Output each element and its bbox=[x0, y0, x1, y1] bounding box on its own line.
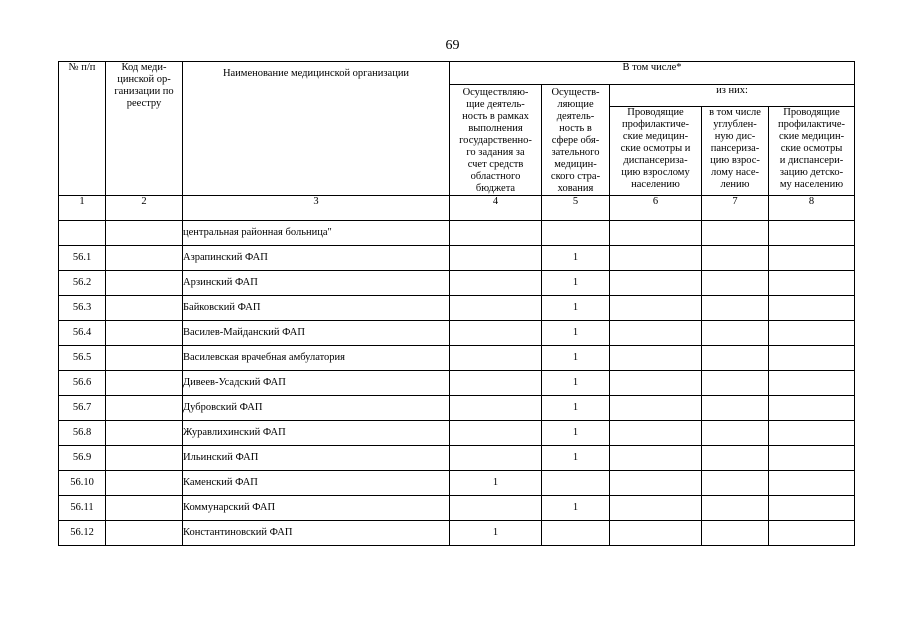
adult-checkups-cell bbox=[610, 496, 702, 521]
org-name-cell: Дубровский ФАП bbox=[183, 396, 450, 421]
table-row bbox=[59, 396, 855, 421]
child-checkups-cell bbox=[769, 496, 855, 521]
column-numbers-row bbox=[59, 196, 855, 221]
in-depth-adult-cell bbox=[702, 321, 769, 346]
adult-checkups-cell bbox=[610, 396, 702, 421]
org-name-cell: Константиновский ФАП bbox=[183, 521, 450, 546]
header-col-name: Наименование медицинской организации bbox=[183, 62, 450, 196]
row-number-cell: 56.11 bbox=[59, 496, 106, 521]
state-budget-cell: 1 bbox=[450, 521, 542, 546]
row-number-cell: 56.12 bbox=[59, 521, 106, 546]
org-name-cell: Ильинский ФАП bbox=[183, 446, 450, 471]
child-checkups-cell bbox=[769, 246, 855, 271]
medical-organizations-table bbox=[58, 61, 855, 546]
child-checkups-cell bbox=[769, 521, 855, 546]
child-checkups-cell bbox=[769, 396, 855, 421]
in-depth-adult-cell bbox=[702, 271, 769, 296]
state-budget-cell bbox=[450, 271, 542, 296]
oms-cell: 1 bbox=[542, 396, 610, 421]
in-depth-adult-cell bbox=[702, 396, 769, 421]
adult-checkups-cell bbox=[610, 346, 702, 371]
header-col-code: Код меди- цинской ор- ганизации по реестру bbox=[106, 62, 183, 196]
table-body bbox=[59, 221, 855, 546]
state-budget-cell bbox=[450, 396, 542, 421]
oms-cell: 1 bbox=[542, 446, 610, 471]
adult-checkups-cell bbox=[610, 221, 702, 246]
row-number-cell: 56.3 bbox=[59, 296, 106, 321]
row-number-cell: 56.2 bbox=[59, 271, 106, 296]
oms-cell: 1 bbox=[542, 271, 610, 296]
child-checkups-cell bbox=[769, 446, 855, 471]
adult-checkups-cell bbox=[610, 321, 702, 346]
column-number: 5 bbox=[542, 196, 610, 221]
org-code-cell bbox=[106, 396, 183, 421]
in-depth-adult-cell bbox=[702, 446, 769, 471]
org-name-cell: Азрапинский ФАП bbox=[183, 246, 450, 271]
org-code-cell bbox=[106, 446, 183, 471]
row-number-cell: 56.4 bbox=[59, 321, 106, 346]
in-depth-adult-cell bbox=[702, 221, 769, 246]
adult-checkups-cell bbox=[610, 471, 702, 496]
adult-checkups-cell bbox=[610, 271, 702, 296]
org-name-cell: Арзинский ФАП bbox=[183, 271, 450, 296]
org-code-cell bbox=[106, 496, 183, 521]
org-name-cell: Байковский ФАП bbox=[183, 296, 450, 321]
in-depth-adult-cell bbox=[702, 496, 769, 521]
adult-checkups-cell bbox=[610, 421, 702, 446]
in-depth-adult-cell bbox=[702, 346, 769, 371]
table-row bbox=[59, 421, 855, 446]
table-row bbox=[59, 471, 855, 496]
in-depth-adult-cell bbox=[702, 471, 769, 496]
in-depth-adult-cell bbox=[702, 521, 769, 546]
table-row bbox=[59, 321, 855, 346]
row-number-cell: 56.8 bbox=[59, 421, 106, 446]
oms-cell: 1 bbox=[542, 421, 610, 446]
header-col-child-checkups: Проводящие профилактиче- ские медицин- ские осмотры и диспансери- зацию детско- му населению bbox=[769, 106, 855, 195]
org-name-cell: Журавлихинский ФАП bbox=[183, 421, 450, 446]
adult-checkups-cell bbox=[610, 296, 702, 321]
table-row bbox=[59, 221, 855, 246]
header-group-including: В том числе* bbox=[450, 62, 855, 85]
org-code-cell bbox=[106, 321, 183, 346]
row-number-cell: 56.5 bbox=[59, 346, 106, 371]
adult-checkups-cell bbox=[610, 371, 702, 396]
child-checkups-cell bbox=[769, 346, 855, 371]
table-row bbox=[59, 446, 855, 471]
org-code-cell bbox=[106, 221, 183, 246]
child-checkups-cell bbox=[769, 421, 855, 446]
table-row bbox=[59, 346, 855, 371]
column-number: 8 bbox=[769, 196, 855, 221]
org-code-cell bbox=[106, 421, 183, 446]
table-row bbox=[59, 271, 855, 296]
table-row bbox=[59, 371, 855, 396]
header-col-state-budget: Осуществляю- щие деятель- ность в рамках выполнения государственно- го задания за счет средств областного бюджета bbox=[450, 85, 542, 196]
page-number: 69 bbox=[445, 38, 460, 53]
org-code-cell bbox=[106, 246, 183, 271]
table-row bbox=[59, 521, 855, 546]
state-budget-cell bbox=[450, 221, 542, 246]
table-row bbox=[59, 246, 855, 271]
child-checkups-cell bbox=[769, 471, 855, 496]
row-number-cell: 56.9 bbox=[59, 446, 106, 471]
state-budget-cell bbox=[450, 346, 542, 371]
row-number-cell bbox=[59, 221, 106, 246]
org-code-cell bbox=[106, 346, 183, 371]
oms-cell: 1 bbox=[542, 321, 610, 346]
org-code-cell bbox=[106, 371, 183, 396]
row-number-cell: 56.10 bbox=[59, 471, 106, 496]
adult-checkups-cell bbox=[610, 446, 702, 471]
org-name-cell: Каменский ФАП bbox=[183, 471, 450, 496]
state-budget-cell: 1 bbox=[450, 471, 542, 496]
header-col-oms: Осуществ- ляющие деятель- ность в сфере обя- зательного медицин- ского стра- хования bbox=[542, 85, 610, 196]
column-number: 4 bbox=[450, 196, 542, 221]
header-col-in-depth-adult: в том числе углублен- ную дис- пансериза- цию взрос- лому насе- лению bbox=[702, 106, 769, 195]
in-depth-adult-cell bbox=[702, 296, 769, 321]
child-checkups-cell bbox=[769, 296, 855, 321]
in-depth-adult-cell bbox=[702, 246, 769, 271]
child-checkups-cell bbox=[769, 321, 855, 346]
column-number: 6 bbox=[610, 196, 702, 221]
org-name-cell: Василевская врачебная амбулатория bbox=[183, 346, 450, 371]
oms-cell: 1 bbox=[542, 371, 610, 396]
oms-cell bbox=[542, 471, 610, 496]
row-number-cell: 56.7 bbox=[59, 396, 106, 421]
header-col-adult-checkups: Проводящие профилактиче- ские медицин- ские осмотры и диспансериза- цию взрослому населению bbox=[610, 106, 702, 195]
row-number-cell: 56.6 bbox=[59, 371, 106, 396]
column-number: 1 bbox=[59, 196, 106, 221]
org-name-cell: Дивеев-Усадский ФАП bbox=[183, 371, 450, 396]
header-subgroup-of-them: из них: bbox=[610, 85, 855, 107]
oms-cell bbox=[542, 221, 610, 246]
oms-cell bbox=[542, 521, 610, 546]
in-depth-adult-cell bbox=[702, 421, 769, 446]
oms-cell: 1 bbox=[542, 296, 610, 321]
adult-checkups-cell bbox=[610, 521, 702, 546]
adult-checkups-cell bbox=[610, 246, 702, 271]
state-budget-cell bbox=[450, 296, 542, 321]
org-name-cell: Василев-Майданский ФАП bbox=[183, 321, 450, 346]
table-row bbox=[59, 296, 855, 321]
child-checkups-cell bbox=[769, 371, 855, 396]
child-checkups-cell bbox=[769, 221, 855, 246]
oms-cell: 1 bbox=[542, 346, 610, 371]
org-code-cell bbox=[106, 296, 183, 321]
org-name-cell: центральная районная больница" bbox=[183, 221, 450, 246]
org-code-cell bbox=[106, 521, 183, 546]
org-name-cell: Коммунарский ФАП bbox=[183, 496, 450, 521]
child-checkups-cell bbox=[769, 271, 855, 296]
column-number: 2 bbox=[106, 196, 183, 221]
oms-cell: 1 bbox=[542, 246, 610, 271]
state-budget-cell bbox=[450, 321, 542, 346]
oms-cell: 1 bbox=[542, 496, 610, 521]
table-row bbox=[59, 496, 855, 521]
org-code-cell bbox=[106, 471, 183, 496]
column-number: 3 bbox=[183, 196, 450, 221]
org-code-cell bbox=[106, 271, 183, 296]
state-budget-cell bbox=[450, 371, 542, 396]
row-number-cell: 56.1 bbox=[59, 246, 106, 271]
in-depth-adult-cell bbox=[702, 371, 769, 396]
state-budget-cell bbox=[450, 421, 542, 446]
state-budget-cell bbox=[450, 246, 542, 271]
state-budget-cell bbox=[450, 446, 542, 471]
column-number: 7 bbox=[702, 196, 769, 221]
header-col-number: № п/п bbox=[59, 62, 106, 196]
state-budget-cell bbox=[450, 496, 542, 521]
